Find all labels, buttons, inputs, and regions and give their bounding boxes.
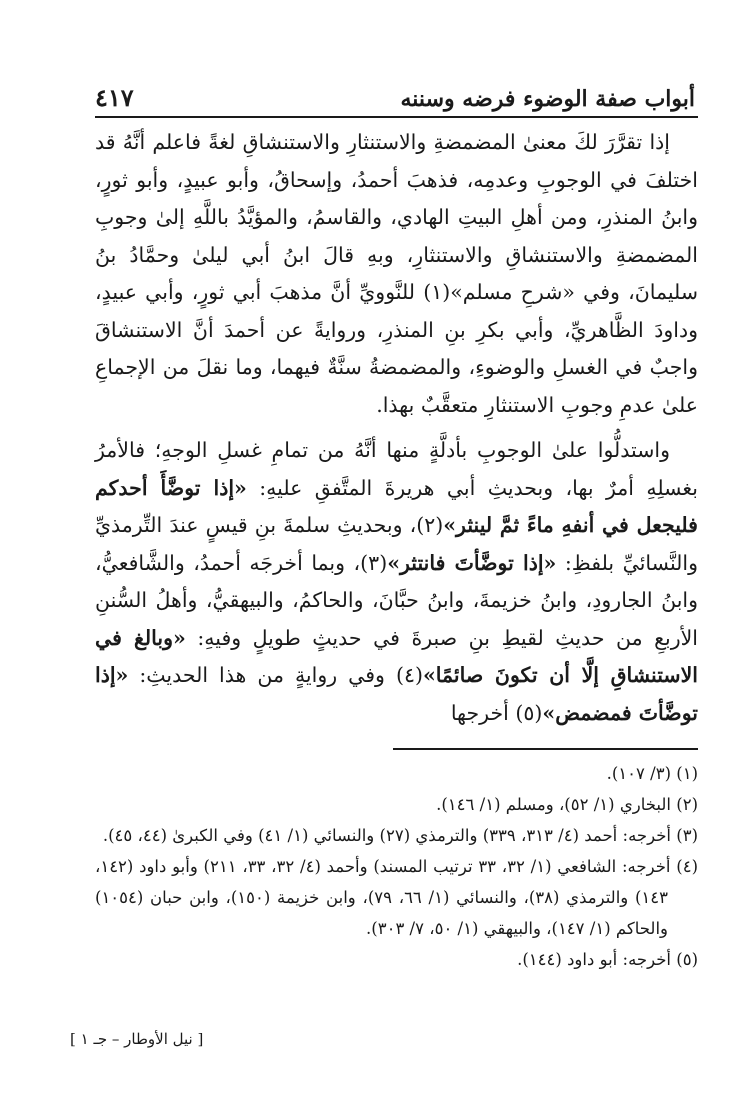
footnote-5: (٥) أخرجه: أبو داود (١٤٤). [517, 950, 698, 969]
hadith-quote: «إذا توضَّأتَ فمضمض» [95, 663, 698, 725]
main-text [95, 124, 698, 732]
footnote-1: (١) (٣/ ١٠٧). [606, 764, 698, 783]
footnote-separator [393, 748, 698, 750]
footnote-ref: (٢) [416, 513, 444, 537]
text-run: ، وبحديثِ سلمةَ بنِ قيسٍ عندَ التِّرمذيِّ والنَّسائيِّ بلفظِ: [95, 513, 698, 575]
footnote-3: (٣) أخرجه: أحمد (٤/ ٣١٣، ٣٣٩) والترمذي (٢٧) والنسائي (١/ ٤١) وفي الكبرىٰ (٤٤، ٤٥). [102, 826, 698, 845]
hadith-quote: «إذا توضَّأَ أحدكم فليجعل في أنفهِ ماءً ثمَّ لينثر» [95, 475, 698, 537]
page-number: ٤١٧ [95, 83, 134, 112]
text-run: وفي روايةٍ من هذا الحديثِ: [128, 663, 396, 687]
paragraph-2 [95, 432, 698, 732]
footnote-2: (٢) البخاري (١/ ٥٢)، ومسلم (١/ ١٤٦). [436, 795, 698, 814]
paragraph-1 [95, 124, 698, 424]
footnotes [95, 758, 698, 975]
text-run: للنَّوويِّ أنَّ مذهبَ أبي ثورٍ، وأبي عبيدٍ، وداودَ الظَّاهريِّ، وأبي بكرِ بنِ المنذرِ، وروايةً عن أحمدَ أنَّ الاستنشاقَ واجبٌ في الغسلِ والوضوءِ، والمضمضةُ سنَّةٌ فيهما، وما نقلَ من الإجماعِ علىٰ عدمِ وجوبِ الاستنثارِ متعقَّبٌ بهذا. [95, 280, 698, 417]
footnote-ref: (٣) [360, 550, 388, 575]
footnote-4: (٤) أخرجه: الشافعي (١/ ٣٢، ٣٣ ترتيب المسند) وأحمد (٤/ ٣٢، ٣٣، ٢١١) وأبو داود (١٤٢، ١٤٣) والترمذي (٣٨)، والنسائي (١/ ٦٦، ٧٩)، وابن خزيمة (١٥٠)، وابن حبان (١٠٥٤) والحاكم (١/ ١٤٧)، والبيهقي (١/ ٥٠، ٧/ ٣٠٣). [95, 857, 698, 938]
text-run: أخرجها [450, 700, 516, 725]
footnote-ref: (١) [423, 280, 451, 304]
running-title: أبواب صفة الوضوء فرضه وسننه [400, 86, 695, 112]
signature-mark: [ نيل الأوطار – جـ ١ ] [70, 1030, 204, 1048]
text-run: ، وبما أخرجَه أحمدُ، والشَّافعيُّ، وابنُ الجارودِ، وابنُ خزيمةَ، وابنُ حبَّانَ، والحاكمُ، والبيهقيُّ، وأهلُ السُّننِ الأربعِ من حديثِ لقيطِ بنِ صبرةَ في حديثٍ طويلٍ وفيهِ: [95, 550, 698, 650]
text-run: واستدلُّوا علىٰ الوجوبِ بأدلَّةٍ منها أنَّهُ من تمامِ غسلِ الوجهِ؛ فالأمرُ بغسلِهِ أمرٌ بها، وبحديثِ أبي هريرةَ المتَّفقِ عليهِ: [95, 438, 698, 500]
header-rule [95, 116, 698, 118]
hadith-quote: «إذا توضَّأتَ فانتثر» [387, 550, 557, 575]
footnote-ref: (٤) [395, 663, 423, 687]
page-header [95, 78, 695, 112]
text-run: إذا تقرَّرَ لكَ معنىٰ المضمضةِ والاستنثارِ والاستنشاقِ لغةً فاعلم أنَّهُ قد اختلفَ في الوجوبِ وعدمِه، فذهبَ أحمدُ، وإسحاقُ، وأبو عبيدٍ، وأبو ثورٍ، وابنُ المنذرِ، ومن أهلِ البيتِ الهادي، والقاسمُ، والمؤيَّدُ باللَّهِ إلىٰ وجوبِ المضمضةِ والاستنشاقِ والاستنثارِ، وبهِ قالَ ابنُ أبي ليلىٰ وحمَّادُ بنُ سليمانَ، وفي «شرحِ مسلم» [95, 130, 699, 304]
hadith-quote: «وبالغ في الاستنشاقِ إلَّا أن تكونَ صائمًا» [95, 625, 698, 687]
footnote-ref: (٥) [515, 700, 543, 725]
